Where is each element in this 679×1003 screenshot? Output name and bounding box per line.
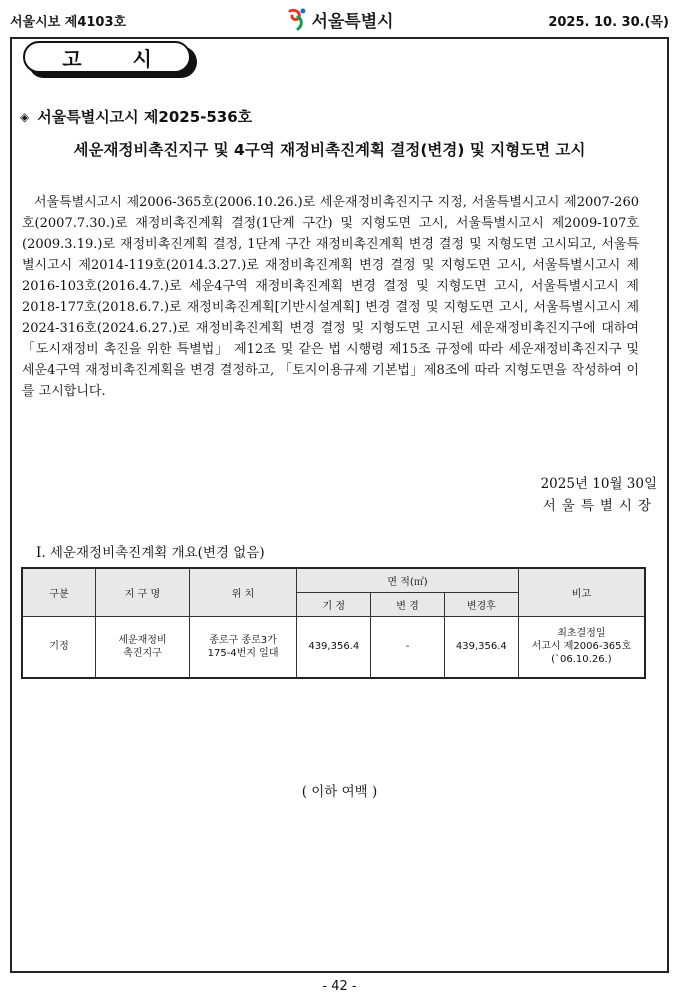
notice-signer: 서울특별시장 [542, 498, 657, 514]
notice-number-line [20, 106, 252, 127]
col-category: 구분 [22, 568, 96, 616]
cell-remarks-line1: 최초결정일 [557, 628, 606, 640]
col-area: 면 적(㎡) [297, 568, 518, 592]
cell-category: 기정 [22, 616, 96, 678]
section-label: 고 시 [62, 46, 174, 71]
cell-remarks-line3: (`06.10.26.) [551, 654, 612, 666]
cell-area-after: 439,356.4 [444, 616, 518, 678]
plan-summary-table [21, 567, 646, 679]
col-location: 위 치 [189, 568, 297, 616]
cell-area-existing: 439,356.4 [297, 616, 371, 678]
col-area-change: 변 경 [371, 592, 445, 616]
notice-title: 세운재정비촉진지구 및 4구역 재정비촉진계획 결정(변경) 및 지형도면 고시 [73, 141, 586, 159]
notice-date: 2025년 10월 30일 [540, 476, 657, 492]
table-header-row [22, 568, 645, 592]
col-remarks: 비고 [518, 568, 645, 616]
seoul-logo-icon [285, 7, 307, 31]
seoul-logo [285, 6, 393, 32]
closing-mark: ( 이하 여백 ) [301, 784, 378, 800]
cell-area-change: - [371, 616, 445, 678]
col-area-existing: 기 정 [297, 592, 371, 616]
cell-district [96, 616, 190, 678]
section-heading: Ⅰ. 세운재정비촉진계획 개요(변경 없음) [36, 545, 265, 561]
badge-pill [23, 41, 191, 73]
col-district: 지 구 명 [96, 568, 190, 616]
cell-remarks [518, 616, 645, 678]
diamond-bullet-icon: ◈ [20, 109, 30, 124]
notice-number: 서울특별시고시 제2025-536호 [37, 108, 253, 126]
cell-location-line1: 종로구 종로3가 [209, 634, 277, 646]
gazette-issue: 서울시보 제4103호 [10, 15, 127, 30]
page-number: - 42 - [322, 979, 357, 994]
col-area-after: 변경후 [444, 592, 518, 616]
cell-district-line1: 세운재정비 [118, 634, 167, 646]
cell-location [189, 616, 297, 678]
table-row [22, 616, 645, 678]
cell-location-line2: 175-4번지 일대 [207, 647, 279, 659]
cell-district-line2: 촉진지구 [123, 647, 162, 659]
notice-body [22, 192, 639, 402]
logo-text: 서울특별시 [311, 11, 394, 32]
cell-remarks-line2: 서고시 제2006-365호 [531, 641, 632, 653]
section-label-badge [23, 41, 199, 79]
gazette-date: 2025. 10. 30.(목) [548, 15, 669, 30]
gazette-header [10, 6, 669, 34]
notice-body-paragraph: 서울특별시고시 제2006-365호(2006.10.26.)로 세운재정비촉진지구 지정, 서울특별시고시 제2007-260호(2007.7.30.)로 재정비촉진계획 결정(1단계 구간) 및 지형도면 고시, 서울특별시고시 제2009-107호(2009.3.19.)로 재정비촉진계획 결정, 1단계 구간 재정비촉진계획 변경 결정 및 지형도면 고시되고, 서울특별시고시 제2014-119호(2014.3.27.)로 재정비촉진계획 변경 결정 및 지형도면 고시, 서울특별시고시 제2016-103호(2016.4.7.)로 세운4구역 재정비촉진계획 변경 결정 및 지형도면 고시, 서울특별시고시 제2018-177호(2018.6.7.)로 재정비촉진계획[기반시설계획] 변경 결정 및 지형도면 고시, 서울특별시고시 제2024-316호(2024.6.27.)로 재정비촉진계획 변경 결정 및 지형도면 고시된 세운재정비촉진지구에 대하여 「도시재정비 촉진을 위한 특별법」 제12조 및 같은 법 시행령 제15조 규정에 따라 세운재정비촉진지구 및 세운4구역 재정비촉진계획을 변경 결정하고, 「토지이용규제 기본법」제8조에 따라 지형도면을 작성하여 이를 고시합니다. [22, 195, 639, 399]
